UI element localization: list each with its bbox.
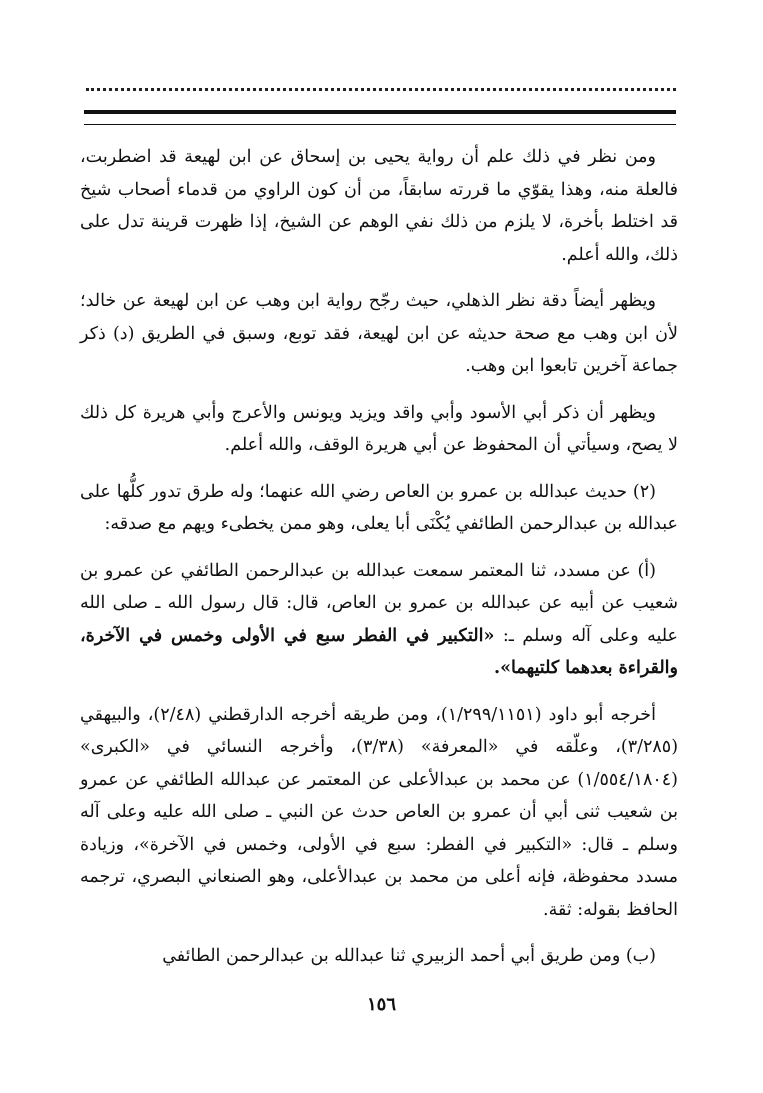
paragraph-2 bbox=[80, 285, 678, 383]
dotted-separator bbox=[86, 80, 676, 91]
paragraph-6 bbox=[80, 699, 678, 927]
page-number: ١٥٦ bbox=[366, 994, 396, 1015]
paragraph-5 bbox=[80, 555, 678, 685]
paragraph-3 bbox=[80, 397, 678, 462]
paragraph-1-text: ومن نظر في ذلك علم أن رواية يحيى بن إسحاق عن ابن لهيعة قد اضطربت، فالعلة منه، وهذا يقوّي ما قررته سابقاً، من أن كون الراوي من قدماء أصحاب شيخ قد اختلط بأخرة، لا يلزم من ذلك نفي الوهم عن الشيخ، إذا ظهرت قرينة تدل على ذلك، والله أعلم. bbox=[80, 147, 678, 265]
paragraph-6-text: أخرجه أبو داود (١/٢٩٩/١١٥١)، ومن طريقه أخرجه الدارقطني (٢/٤٨)، والبيهقي (٣/٢٨٥)، وعلّقه في «المعرفة» (٣/٣٨)، وأخرجه النسائي في «الكبرى» (١/٥٥٤/١٨٠٤) عن محمد بن عبدالأعلى عن المعتمر عن عبدالله الطائفي عن عمرو بن شعيب ثنى أبي أن عمرو بن العاص حدث عن النبي ـ صلى الله عليه وعلى آله وسلم ـ قال: «التكبير في الفطر: سبع في الأولى، وخمس في الآخرة»، وزيادة مسدد محفوظة، فإنه أعلى من محمد بن عبدالأعلى، وهو الصنعاني البصري، ترجمه الحافظ بقوله: ثقة. bbox=[80, 704, 679, 920]
paragraph-1 bbox=[80, 141, 678, 271]
hadith-quote: «التكبير في الفطر سبع في الأولى وخمس في الآخرة، والقراءة بعدهما كلتيهما». bbox=[80, 625, 678, 678]
paragraph-4-text: (٢) حديث عبدالله بن عمرو بن العاص رضي الله عنهما؛ وله طرق تدور كلُّها على عبدالله بن عبدالرحمن الطائفي يُكْنَى أبا يعلى، وهو ممن يخطىء ويهم مع صدقه: bbox=[80, 481, 678, 534]
paragraph-4 bbox=[80, 476, 678, 541]
paragraph-2-text: ويظهر أيضاً دقة نظر الذهلي، حيث رجّح رواية ابن وهب عن ابن لهيعة عن خالد؛ لأن ابن وهب مع صحة حديثه عن ابن لهيعة، فقد توبع، وسبق في الطريق (د) ذكر جماعة آخرين تابعوا ابن وهب. bbox=[80, 291, 678, 376]
paragraph-3-text: ويظهر أن ذكر أبي الأسود وأبي واقد ويزيد ويونس والأعرج وأبي هريرة كل ذلك لا يصح، وسيأتي أن المحفوظ عن أبي هريرة الوقف، والله أعلم. bbox=[80, 402, 678, 455]
header-rule-thick bbox=[84, 110, 676, 114]
paragraph-5-text: (أ) عن مسدد، ثنا المعتمر سمعت عبدالله بن عبدالرحمن الطائفي عن عمرو بن شعيب عن أبيه عن عبدالله بن عمرو بن العاص، قال: قال رسول الله ـ صلى الله عليه وعلى آله وسلم ـ: bbox=[80, 560, 678, 646]
paragraph-7-text: (ب) ومن طريق أبي أحمد الزبيري ثنا عبدالله بن عبدالرحمن الطائفي bbox=[162, 946, 656, 966]
header-rule-thin bbox=[84, 124, 676, 125]
page-body bbox=[80, 141, 678, 973]
paragraph-7 bbox=[80, 940, 678, 973]
